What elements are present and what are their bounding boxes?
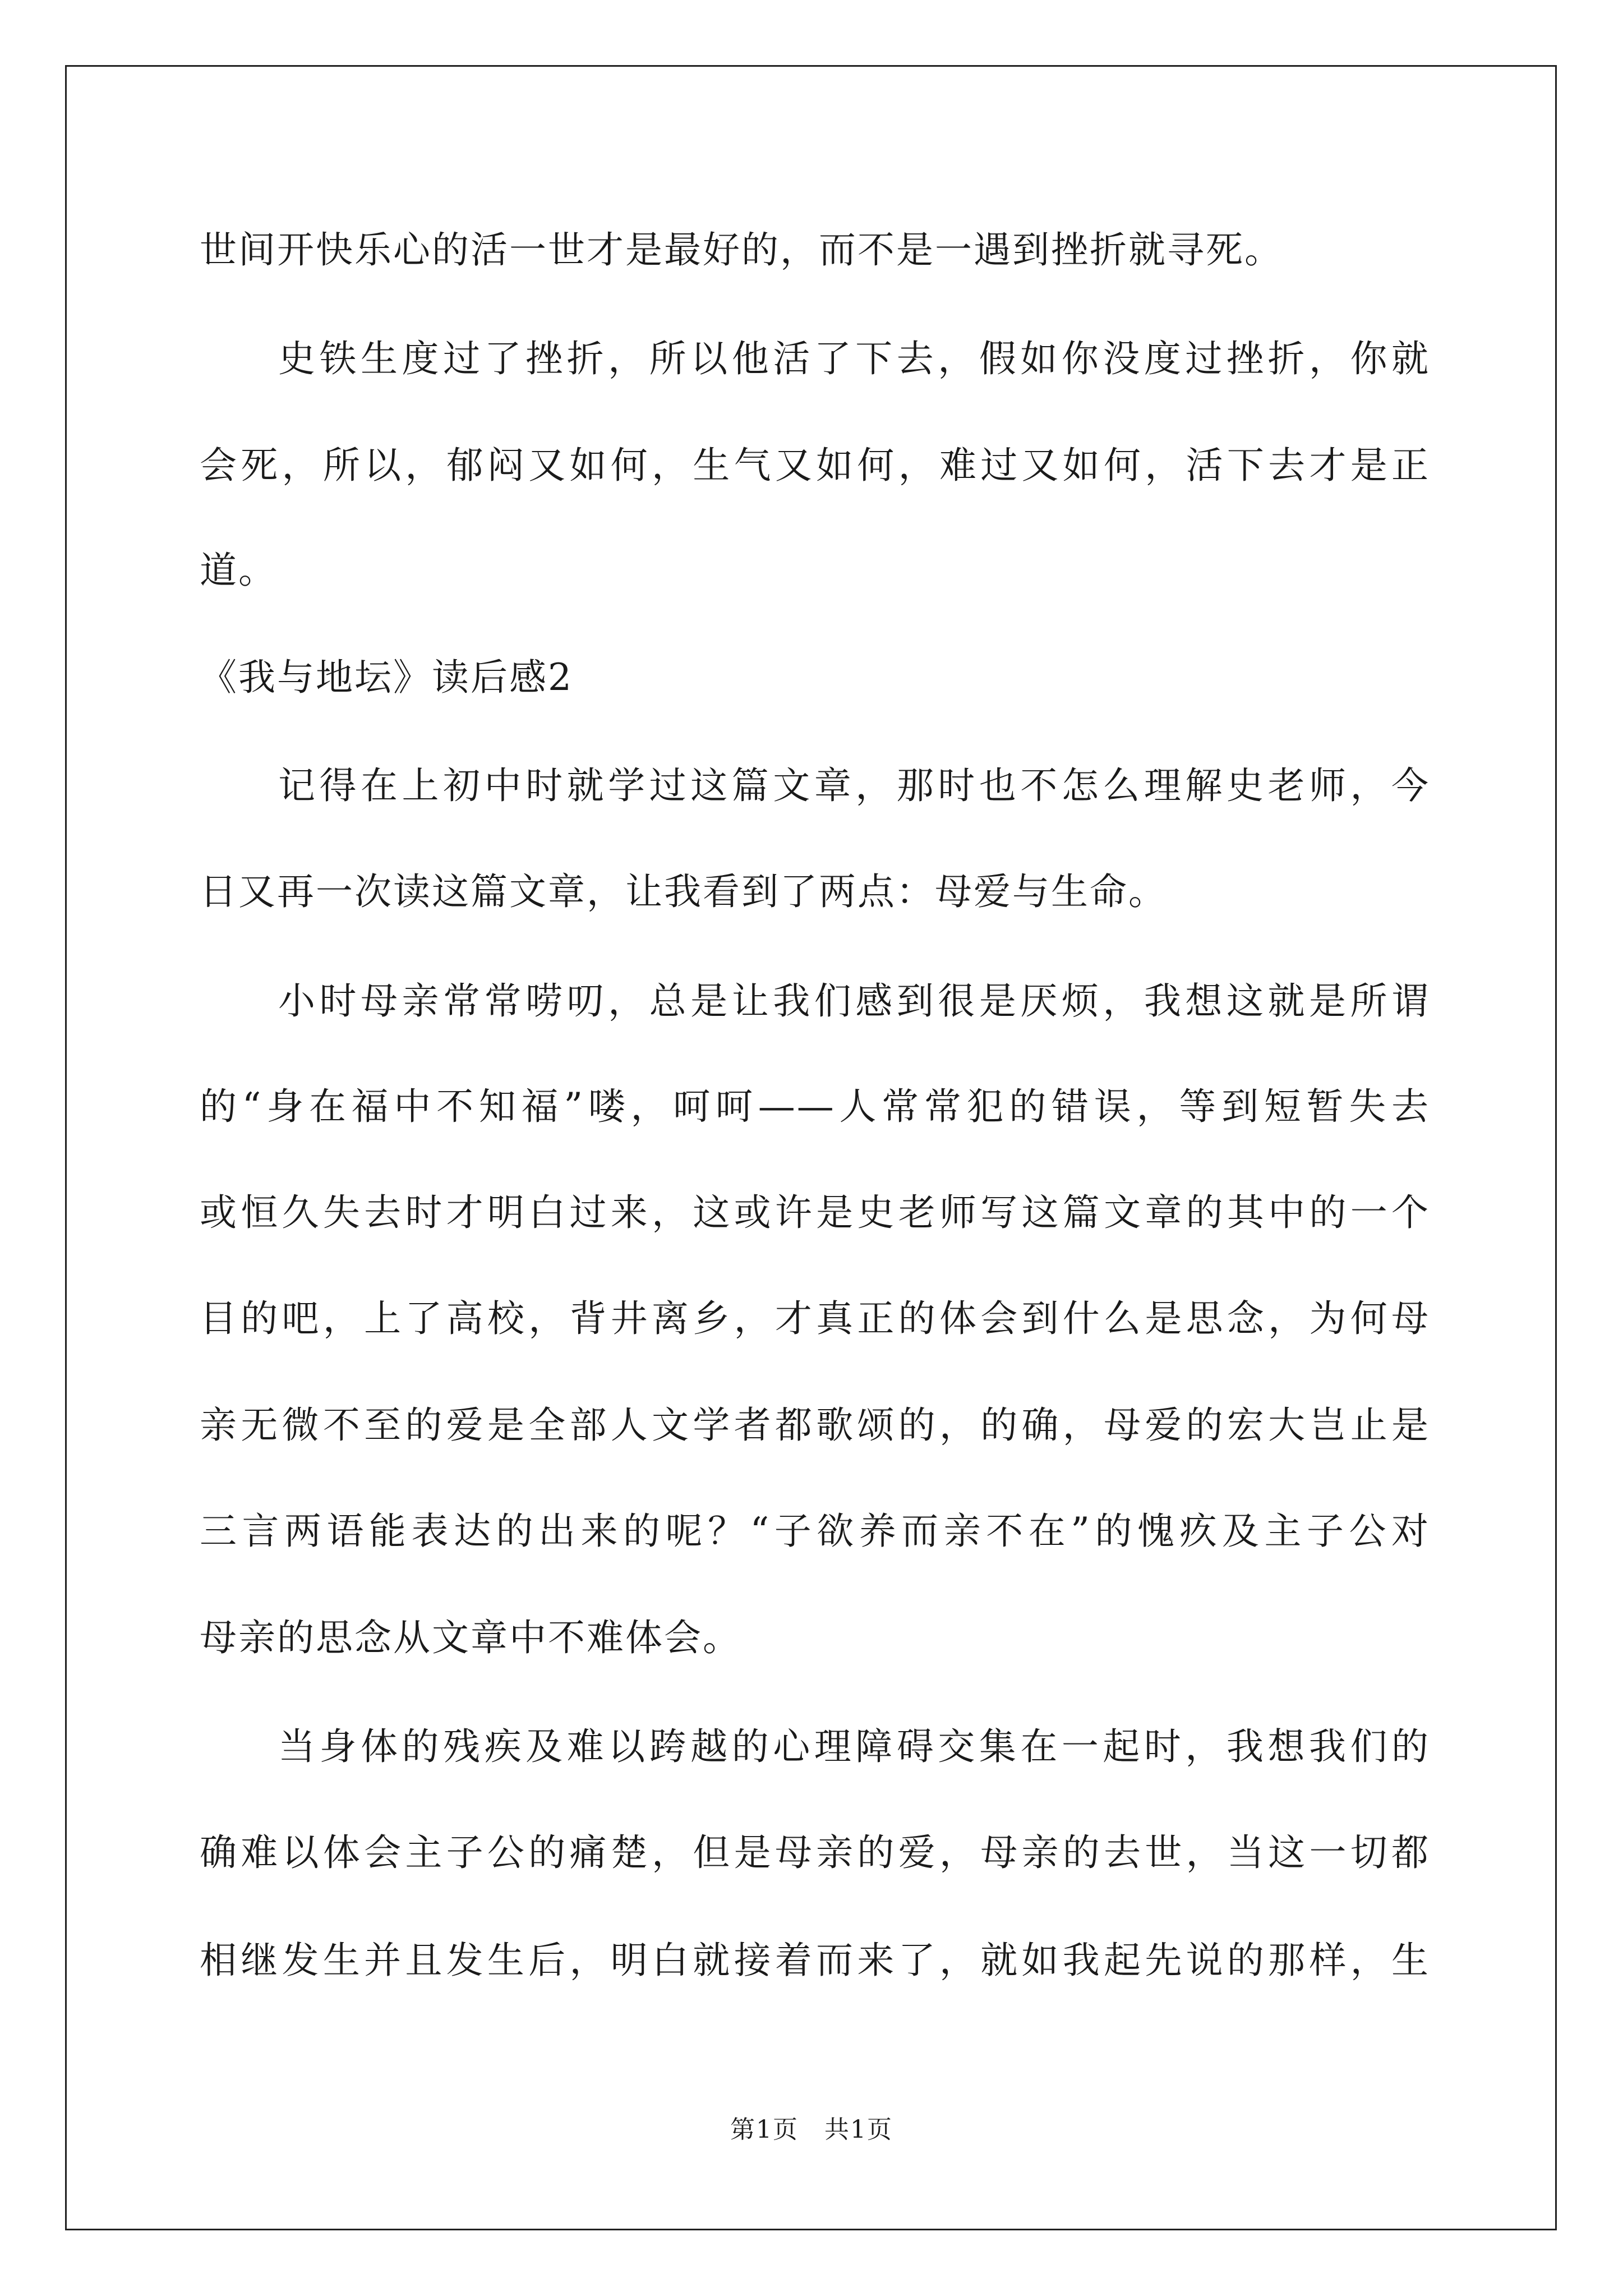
text-line: 三言两语能表达的出来的呢？“子欲养而亲不在”的愧疚及主子公对 xyxy=(200,1510,1430,1553)
text-line: 日又再一次读这篇文章，让我看到了两点：母爱与生命。 xyxy=(200,870,1167,913)
text-line: 记得在上初中时就学过这篇文章，那时也不怎么理解史老师，今 xyxy=(278,764,1430,807)
text-line: 世间开快乐心的活一世才是最好的，而不是一遇到挫折就寻死。 xyxy=(200,228,1283,272)
text-line: 母亲的思念从文章中不难体会。 xyxy=(200,1616,741,1659)
text-line: 亲无微不至的爱是全部人文学者都歌颂的，的确，母爱的宏大岂止是 xyxy=(200,1404,1430,1447)
page-footer: 第1页 共1页 xyxy=(730,2115,893,2144)
text-line: 会死，所以，郁闷又如何，生气又如何，难过又如何，活下去才是正 xyxy=(200,444,1430,487)
text-line: 相继发生并且发生后，明白就接着而来了，就如我起先说的那样，生 xyxy=(200,1939,1430,1982)
text-line: 道。 xyxy=(200,549,277,592)
text-line: 或恒久失去时才明白过来，这或许是史老师写这篇文章的其中的一个 xyxy=(200,1191,1430,1234)
text-line: 确难以体会主子公的痛楚，但是母亲的爱，母亲的去世，当这一切都 xyxy=(200,1831,1430,1874)
text-line: 的“身在福中不知福”喽，呵呵——人常常犯的错误，等到短暂失去 xyxy=(200,1085,1430,1128)
text-line: 目的吧，上了高校，背井离乡，才真正的体会到什么是思念，为何母 xyxy=(200,1297,1430,1340)
text-line: 当身体的残疾及难以跨越的心理障碍交集在一起时，我想我们的 xyxy=(278,1725,1430,1768)
text-line: 小时母亲常常唠叨，总是让我们感到很是厌烦，我想这就是所谓 xyxy=(278,979,1430,1023)
page-border xyxy=(65,65,1557,2230)
text-line: 史铁生度过了挫折，所以他活了下去，假如你没度过挫折，你就 xyxy=(278,337,1430,380)
section-heading: 《我与地坛》读后感2 xyxy=(200,656,573,699)
